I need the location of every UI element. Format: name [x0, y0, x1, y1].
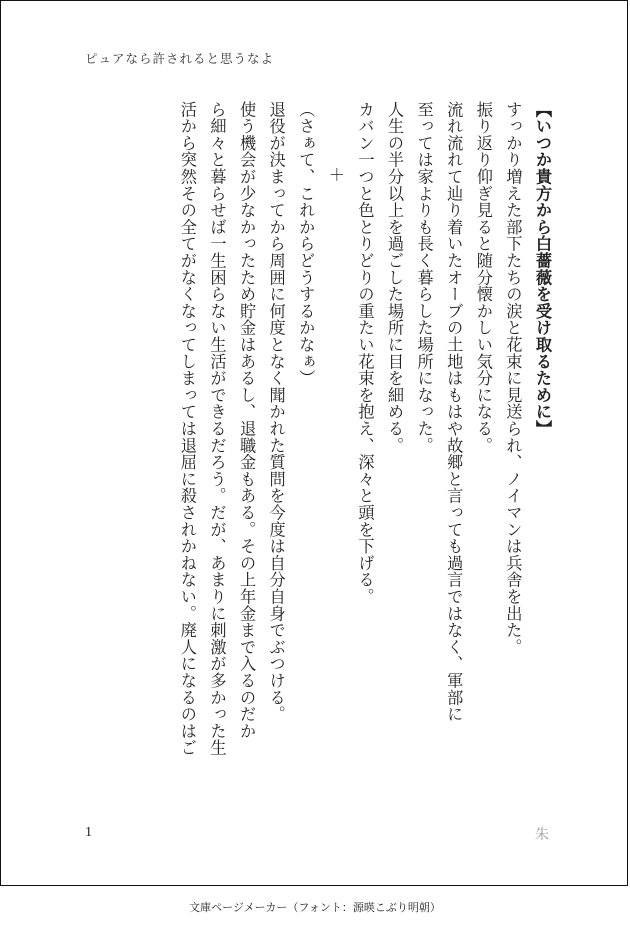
author-name: 朱: [535, 827, 549, 843]
paragraph-line: 活から突然その全てがなくなってしまっては退屈に殺されかねない。廃人になるのはご: [177, 101, 197, 757]
paragraph-line: カバン一つと色とりどりの重たい花束を抱え、深々と頭を下げる。: [355, 101, 375, 605]
paragraph-line: 至っては家よりも長く暮らした場所になった。: [414, 101, 434, 454]
paragraph-line: 人生の半分以上を過ごした場所に目を細める。: [385, 101, 405, 454]
paragraph-line: すっかり増えた部下たちの涙と花束に見送られ、ノイマンは兵舎を出た。: [503, 101, 523, 656]
body-text: [172, 101, 557, 781]
paragraph-line: 退役が決まってから周囲に何度となく聞かれた質問を今度は自分自身でぶつける。: [266, 101, 286, 723]
paragraph-line: ら細々と暮らせば一生困らない生活ができるだろう。だが、あまりに刺激が多かった生: [207, 101, 227, 757]
paragraph-line: 流れ流れて辿り着いたオーブの土地はもはや故郷と言っても過言ではなく、軍部に: [444, 101, 464, 723]
scene-separator: ＋: [325, 166, 345, 183]
paragraph-line: 振り返り仰ぎ見ると随分懐かしい気分になる。: [473, 101, 493, 454]
paragraph-line: 使う機会が少なかったため貯金はあるし、退職金もある。その上年金まで入るのだか: [237, 101, 257, 740]
running-head: ピュアなら許されると思うなよ: [85, 51, 275, 66]
footer-credit: 文庫ページメーカー（フォント：源暎こぶり明朝）: [189, 901, 441, 914]
paragraph-line: （さぁて、これからどうするかなぁ）: [296, 101, 316, 387]
page-number: 1: [85, 825, 92, 840]
chapter-title: 【いつか貴方から白薔薇を受け取るために】: [533, 101, 552, 437]
